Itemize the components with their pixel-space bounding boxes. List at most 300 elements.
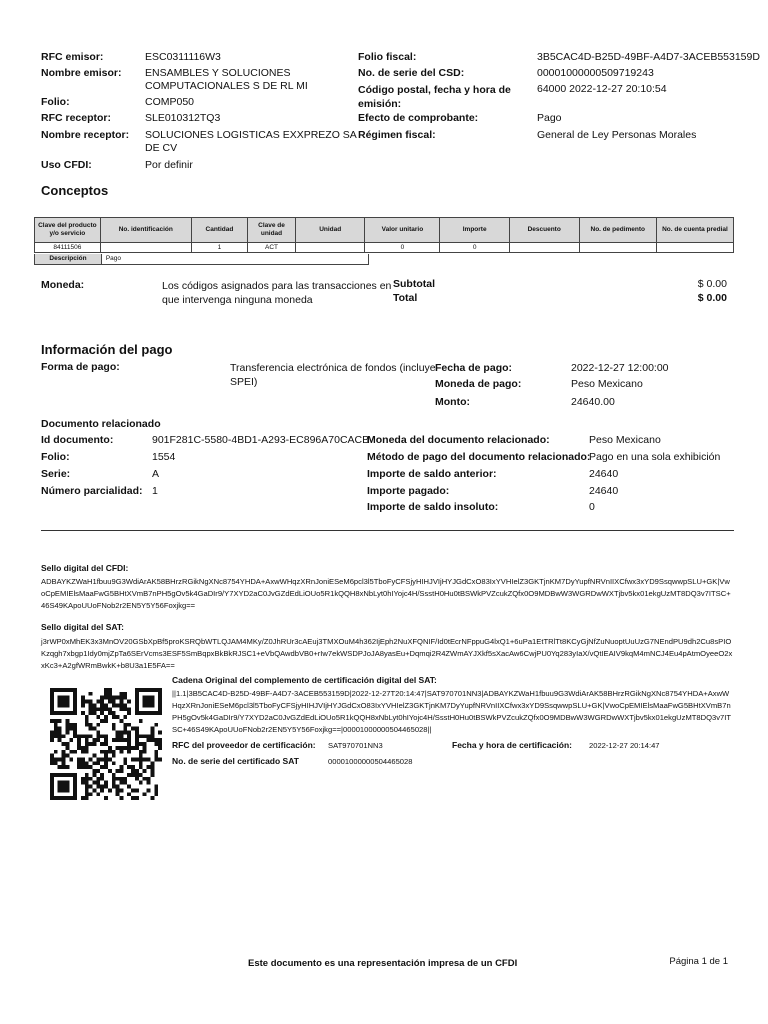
qr-module (158, 742, 162, 746)
qr-module (62, 773, 66, 777)
qr-module (154, 785, 158, 789)
qr-module (65, 754, 69, 758)
qr-module (85, 785, 89, 789)
qr-module (85, 781, 89, 785)
qr-module (65, 700, 69, 704)
importe-pagado-label: Importe pagado: (367, 485, 450, 497)
qr-module (123, 777, 127, 781)
qr-module (143, 758, 147, 762)
qr-module (150, 727, 154, 731)
qr-module (154, 742, 158, 746)
qr-module (112, 761, 116, 765)
qr-module (150, 688, 154, 692)
qr-module (131, 773, 135, 777)
qr-module (62, 700, 66, 704)
qr-module (131, 796, 135, 800)
qr-module (150, 796, 154, 800)
qr-module (62, 796, 66, 800)
efecto-label: Efecto de comprobante: (358, 112, 479, 124)
uso-cfdi-label: Uso CFDI: (41, 159, 92, 171)
qr-module (50, 796, 54, 800)
qr-module (85, 715, 89, 719)
qr-module (96, 723, 100, 727)
qr-module (143, 769, 147, 773)
qr-module (104, 688, 108, 692)
qr-module (131, 727, 135, 731)
col-valor-unitario: Valor unitario (365, 218, 440, 243)
qr-module (147, 777, 151, 781)
qr-module (127, 734, 131, 738)
qr-module (135, 788, 139, 792)
qr-module (73, 788, 77, 792)
qr-module (147, 688, 151, 692)
qr-module (85, 761, 89, 765)
qr-module (100, 773, 104, 777)
qr-module (104, 765, 108, 769)
qr-module (73, 734, 77, 738)
qr-module (100, 700, 104, 704)
qr-module (139, 781, 143, 785)
cell-cantidad: 1 (191, 243, 247, 253)
qr-module (73, 711, 77, 715)
qr-module (50, 754, 54, 758)
qr-module (120, 765, 124, 769)
qr-module (123, 707, 127, 711)
qr-module (65, 688, 69, 692)
qr-module (108, 700, 112, 704)
qr-module (73, 796, 77, 800)
qr-module (139, 758, 143, 762)
qr-module (112, 773, 116, 777)
qr-module (154, 792, 158, 796)
qr-module (120, 719, 124, 723)
id-documento-value: 901F281C-5580-4BD1-A293-EC896A70CACB (152, 434, 370, 446)
qr-module (143, 700, 147, 704)
qr-module (135, 742, 139, 746)
qr-module (139, 754, 143, 758)
qr-module (147, 711, 151, 715)
qr-module (108, 688, 112, 692)
qr-module (104, 692, 108, 696)
qr-module (108, 711, 112, 715)
qr-module (158, 738, 162, 742)
qr-module (116, 703, 120, 707)
id-documento-label: Id documento: (41, 434, 114, 446)
qr-module (116, 738, 120, 742)
qr-module (139, 734, 143, 738)
qr-module (158, 707, 162, 711)
qr-module (135, 692, 139, 696)
rfc-emisor-label: RFC emisor: (41, 51, 104, 63)
qr-module (85, 746, 89, 750)
moneda-line2: que intervenga ninguna moneda (162, 294, 313, 306)
qr-module (127, 707, 131, 711)
qr-module (96, 777, 100, 781)
qr-module (54, 711, 58, 715)
qr-module (147, 788, 151, 792)
qr-module (92, 773, 96, 777)
qr-module (150, 761, 154, 765)
qr-module (143, 711, 147, 715)
qr-module (150, 703, 154, 707)
qr-module (73, 773, 77, 777)
qr-module (69, 727, 73, 731)
nombre-receptor-line1: SOLUCIONES LOGISTICAS EXXPREZO SA (145, 129, 357, 141)
qr-module (139, 711, 143, 715)
qr-module (89, 707, 93, 711)
qr-module (73, 688, 77, 692)
qr-module (139, 688, 143, 692)
qr-module (69, 750, 73, 754)
qr-module (73, 750, 77, 754)
saldo-insoluto-label: Importe de saldo insoluto: (367, 501, 499, 513)
conceptos-title: Conceptos (41, 183, 109, 198)
docrel-title: Documento relacionado (41, 418, 161, 430)
cp-fecha-label (358, 83, 511, 111)
qr-module (85, 723, 89, 727)
qr-module (81, 761, 85, 765)
rfc-receptor-value: SLE010312TQ3 (145, 112, 221, 124)
qr-module (62, 754, 66, 758)
cell-clave-producto: 84111506 (35, 243, 101, 253)
qr-module (58, 758, 62, 762)
qr-module (143, 696, 147, 700)
qr-module (120, 788, 124, 792)
qr-module (96, 715, 100, 719)
qr-module (50, 738, 54, 742)
qr-module (120, 703, 124, 707)
qr-module (112, 750, 116, 754)
qr-module (85, 773, 89, 777)
qr-module (135, 727, 139, 731)
qr-module (150, 765, 154, 769)
qr-module (143, 777, 147, 781)
rfc-receptor-label: RFC receptor: (41, 112, 112, 124)
qr-module (65, 765, 69, 769)
qr-module (58, 773, 62, 777)
qr-module (139, 719, 143, 723)
qr-module (112, 700, 116, 704)
qr-module (147, 700, 151, 704)
qr-module (123, 723, 127, 727)
qr-module (73, 700, 77, 704)
qr-module (154, 738, 158, 742)
col-no-cuenta-predial: No. de cuenta predial (656, 218, 733, 243)
qr-module (50, 730, 54, 734)
qr-module (73, 707, 77, 711)
qr-module (135, 769, 139, 773)
qr-module (120, 750, 124, 754)
cell-descuento (509, 243, 579, 253)
qr-module (85, 734, 89, 738)
qr-module (62, 696, 66, 700)
qr-module (100, 758, 104, 762)
qr-module (85, 742, 89, 746)
qr-module (69, 738, 73, 742)
qr-module (89, 734, 93, 738)
uso-cfdi-value: Por definir (145, 159, 193, 171)
col-no-identificacion: No. identificación (100, 218, 191, 243)
rfc-emisor-value: ESC0311116W3 (145, 51, 221, 63)
qr-module (62, 761, 66, 765)
qr-module (154, 688, 158, 692)
qr-module (58, 738, 62, 742)
qr-module (120, 692, 124, 696)
qr-module (104, 696, 108, 700)
regimen-value: General de Ley Personas Morales (537, 129, 697, 141)
qr-module (123, 761, 127, 765)
moneda-label: Moneda: (41, 279, 85, 291)
nombre-emisor-line1: ENSAMBLES Y SOLUCIONES (145, 67, 291, 79)
qr-module (147, 781, 151, 785)
qr-module (89, 765, 93, 769)
qr-module (50, 788, 54, 792)
qr-module (54, 723, 58, 727)
qr-module (100, 719, 104, 723)
qr-module (123, 758, 127, 762)
qr-module (158, 688, 162, 692)
qr-module (100, 703, 104, 707)
qr-module (150, 734, 154, 738)
nombre-emisor-label: Nombre emisor: (41, 67, 122, 79)
qr-module (58, 796, 62, 800)
qr-module (112, 738, 116, 742)
qr-module (100, 696, 104, 700)
qr-module (89, 727, 93, 731)
qr-module (85, 765, 89, 769)
qr-module (73, 777, 77, 781)
qr-module (89, 742, 93, 746)
qr-module (81, 781, 85, 785)
footer-note: Este documento es una representación impresa de un CFDI (248, 958, 518, 969)
folio-fiscal-label: Folio fiscal: (358, 51, 417, 63)
qr-module (62, 765, 66, 769)
descripcion-label: Descripción (35, 254, 102, 264)
qr-module (120, 781, 124, 785)
moneda-line1: Los códigos asignados para las transacciones en (162, 280, 392, 292)
cell-no-pedimento (579, 243, 656, 253)
qr-module (96, 769, 100, 773)
qr-module (81, 777, 85, 781)
qr-module (143, 746, 147, 750)
qr-module (81, 796, 85, 800)
col-descuento: Descuento (509, 218, 579, 243)
qr-module (89, 700, 93, 704)
qr-module (81, 734, 85, 738)
qr-module (104, 707, 108, 711)
qr-module (81, 700, 85, 704)
qr-module (127, 711, 131, 715)
qr-module (112, 777, 116, 781)
qr-module (58, 730, 62, 734)
qr-module (143, 688, 147, 692)
qr-module (143, 792, 147, 796)
qr-module (104, 796, 108, 800)
qr-module (92, 754, 96, 758)
serie-cert-sat-value: 00001000000504465028 (328, 757, 413, 766)
qr-module (112, 723, 116, 727)
qr-module (120, 769, 124, 773)
qr-module (139, 761, 143, 765)
qr-module (77, 734, 81, 738)
col-importe: Importe (440, 218, 509, 243)
qr-module (127, 746, 131, 750)
qr-module (150, 769, 154, 773)
qr-module (65, 746, 69, 750)
qr-module (50, 758, 54, 762)
qr-module (96, 761, 100, 765)
qr-module (123, 727, 127, 731)
qr-module (65, 696, 69, 700)
qr-module (123, 703, 127, 707)
cp-fecha-label-line1: Código postal, fecha y hora de (358, 84, 511, 96)
parcialidad-label: Número parcialidad: (41, 485, 143, 497)
docrel-folio-label: Folio: (41, 451, 70, 463)
qr-module (69, 758, 73, 762)
col-no-pedimento: No. de pedimento (579, 218, 656, 243)
cell-clave-unidad: ACT (247, 243, 295, 253)
qr-module (135, 700, 139, 704)
pago-title: Información del pago (41, 342, 173, 357)
qr-module (85, 738, 89, 742)
cp-fecha-value: 64000 2022-12-27 20:10:54 (537, 83, 667, 95)
qr-module (54, 796, 58, 800)
qr-module (81, 746, 85, 750)
qr-module (131, 765, 135, 769)
qr-module (73, 730, 77, 734)
qr-module (104, 715, 108, 719)
qr-module (81, 758, 85, 762)
qr-module (104, 785, 108, 789)
qr-module (65, 703, 69, 707)
qr-module (108, 696, 112, 700)
qr-module (120, 696, 124, 700)
qr-module (96, 781, 100, 785)
qr-module (158, 758, 162, 762)
qr-module (77, 761, 81, 765)
qr-module (92, 738, 96, 742)
qr-module (147, 758, 151, 762)
qr-module (58, 719, 62, 723)
subtotal-label: Subtotal (393, 278, 435, 290)
qr-module (69, 688, 73, 692)
qr-module (58, 788, 62, 792)
col-unidad: Unidad (296, 218, 365, 243)
qr-module (50, 696, 54, 700)
qr-module (85, 788, 89, 792)
qr-module (58, 711, 62, 715)
qr-module (100, 711, 104, 715)
qr-module (135, 773, 139, 777)
qr-module (127, 792, 131, 796)
qr-module (104, 750, 108, 754)
qr-module (65, 785, 69, 789)
qr-module (158, 700, 162, 704)
qr-module (108, 769, 112, 773)
qr-module (58, 734, 62, 738)
qr-module (123, 746, 127, 750)
qr-module (108, 746, 112, 750)
qr-module (69, 711, 73, 715)
qr-module (108, 707, 112, 711)
qr-module (65, 719, 69, 723)
qr-module (96, 730, 100, 734)
qr-module (73, 703, 77, 707)
fecha-pago-value: 2022-12-27 12:00:00 (571, 362, 669, 374)
qr-module (89, 777, 93, 781)
qr-module (135, 746, 139, 750)
qr-module (73, 781, 77, 785)
qr-module (54, 761, 58, 765)
qr-module (120, 746, 124, 750)
qr-module (150, 711, 154, 715)
forma-pago-value (230, 361, 436, 389)
qr-module (65, 773, 69, 777)
qr-module (127, 750, 131, 754)
divider (41, 530, 734, 531)
qr-module (116, 769, 120, 773)
qr-module (120, 707, 124, 711)
qr-module (104, 742, 108, 746)
qr-module (116, 715, 120, 719)
qr-module (116, 734, 120, 738)
qr-module (123, 738, 127, 742)
qr-module (85, 700, 89, 704)
qr-module (62, 785, 66, 789)
qr-module (100, 707, 104, 711)
qr-module (135, 696, 139, 700)
descripcion-row (34, 254, 369, 265)
qr-module (154, 711, 158, 715)
qr-module (96, 700, 100, 704)
qr-module (127, 700, 131, 704)
qr-module (50, 761, 54, 765)
folio-label: Folio: (41, 96, 70, 108)
qr-module (143, 750, 147, 754)
nombre-receptor-label: Nombre receptor: (41, 129, 130, 141)
qr-module (92, 761, 96, 765)
qr-module (112, 781, 116, 785)
cadena-original-value: ||1.1|3B5CAC4D-B25D-49BF-A4D7-3ACEB553159D|2022-12-27T20:14:47|SAT970701NN3|ADBAYKZWaH1fbuu9G3WdiArAK58BHrzRGikNgXNc8754YHDA+AxwWHqzXRnJoniESeM6pcl3l5TboFyCFSjyHIHJVIjHYJGdCxO83IxYVHIelZ3GKTjnKM7DyYupfNRVnIIXCfwx3xYD9SsqwwpSLU+GK|VwoCpEMIElsMaaFwG5BHtXVmB7nPH5gOv5k4GaDIr9/Y7XYD2aC0JvGZdEdLiOUo5R1kQQH8xNbLyt0hIYojc4H/SsstH0Hu0tBSWkPVZcukZQfx0O9MDBwW3WGRDwWXTjbv5kx01ekgUzMT8DQ3v7ITSC+46S49KApoUUoFNob2r2EN5Y5Y56Foxjkg==|00001000000504465028|| (172, 689, 732, 734)
cell-unidad (296, 243, 365, 253)
qr-module (135, 738, 139, 742)
qr-module (73, 785, 77, 789)
qr-module (120, 700, 124, 704)
qr-module (92, 727, 96, 731)
qr-module (100, 765, 104, 769)
qr-module (96, 785, 100, 789)
nombre-emisor-line2: COMPUTACIONALES S DE RL MI (145, 80, 308, 92)
qr-module (154, 754, 158, 758)
qr-module (77, 765, 81, 769)
sello-sat-label: Sello digital del SAT: (41, 622, 124, 632)
docrel-moneda-value: Peso Mexicano (589, 434, 661, 446)
cell-no-identificacion (100, 243, 191, 253)
docrel-serie-label: Serie: (41, 468, 71, 480)
qr-module (58, 785, 62, 789)
qr-module (65, 788, 69, 792)
qr-module (69, 796, 73, 800)
nombre-receptor-line2: DE CV (145, 142, 178, 154)
serie-csd-label: No. de serie del CSD: (358, 67, 465, 79)
qr-module (92, 707, 96, 711)
qr-module (131, 769, 135, 773)
qr-module (123, 715, 127, 719)
qr-module (81, 765, 85, 769)
qr-module (139, 750, 143, 754)
table-row (35, 243, 734, 253)
cell-importe: 0 (440, 243, 509, 253)
